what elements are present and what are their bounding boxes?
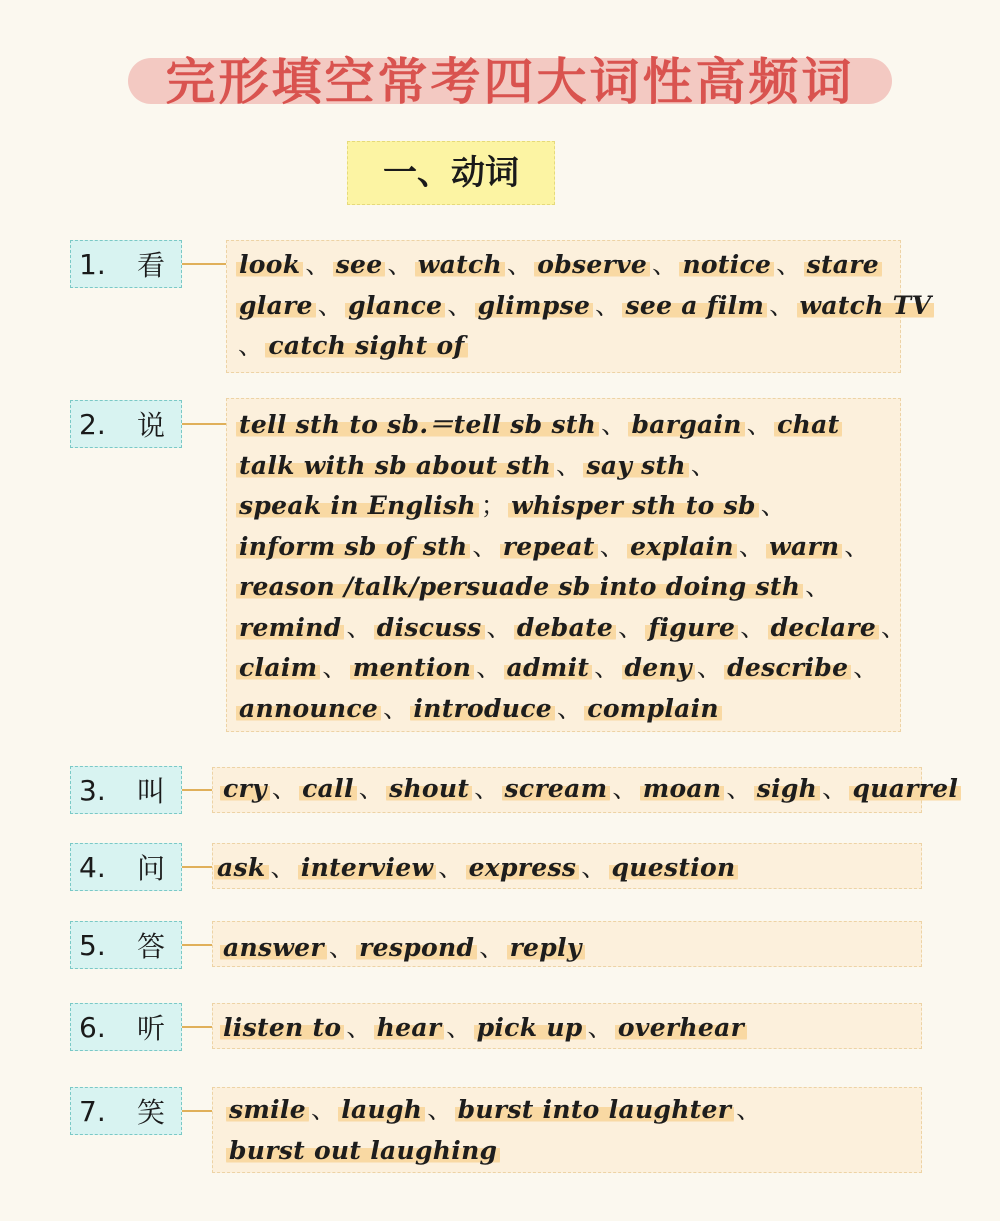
- separator: 、: [853, 653, 879, 682]
- entry-label: [70, 400, 182, 448]
- entry-category: 问: [137, 852, 166, 885]
- entry-category: 叫: [137, 775, 166, 808]
- vocab-word: reply: [507, 933, 585, 962]
- vocab-word: watch TV: [797, 291, 935, 320]
- separator: 、: [328, 933, 355, 962]
- separator: 、: [746, 410, 773, 439]
- word-list: [220, 928, 585, 969]
- entry-label: [70, 921, 182, 969]
- vocab-word: laugh: [338, 1095, 425, 1124]
- connector-line: [182, 263, 226, 265]
- word-line: [236, 567, 908, 608]
- separator: 、: [760, 491, 787, 520]
- vocab-word: express: [466, 853, 580, 882]
- vocab-word: look: [236, 250, 303, 279]
- vocab-word: listen to: [220, 1013, 344, 1042]
- separator: 、: [595, 290, 621, 320]
- vocab-word: stare: [804, 250, 882, 279]
- word-list: [236, 245, 934, 367]
- entry-number: 5.: [79, 928, 106, 962]
- separator: 、: [776, 250, 802, 279]
- word-line: [236, 245, 934, 286]
- word-list: [236, 405, 908, 729]
- word-list: [226, 1090, 764, 1171]
- separator: 、: [822, 774, 848, 803]
- word-line: [236, 486, 908, 527]
- vocab-word: talk with sb about sth: [236, 451, 554, 480]
- entry-category: 听: [137, 1012, 166, 1045]
- vocab-word: warn: [766, 532, 842, 561]
- vocab-word: reason /talk/persuade sb into doing sth: [236, 572, 803, 601]
- separator: 、: [805, 572, 831, 601]
- entry-label: [70, 240, 182, 288]
- connector-line: [182, 1026, 212, 1028]
- entry-category: 笑: [137, 1096, 166, 1129]
- separator: 、: [476, 653, 502, 682]
- separator: 、: [346, 612, 372, 642]
- vocab-word: chat: [774, 410, 842, 439]
- separator: 、: [599, 531, 626, 561]
- vocab-word: see: [333, 250, 386, 279]
- separator: 、: [844, 531, 870, 561]
- section-heading: 一、动词: [347, 141, 555, 205]
- word-line: [236, 608, 908, 649]
- vocab-word: deny: [622, 653, 695, 682]
- vocab-word: introduce: [410, 694, 555, 723]
- entry-number: 4.: [79, 850, 106, 884]
- separator: 、: [769, 290, 795, 320]
- vocab-word: moan: [640, 774, 725, 803]
- vocab-word: answer: [220, 933, 327, 962]
- vocab-word: cry: [220, 774, 270, 803]
- separator: 、: [474, 774, 500, 803]
- separator: 、: [310, 1095, 337, 1124]
- vocab-word: explain: [627, 532, 737, 561]
- word-line: [236, 689, 908, 730]
- vocab-word: smile: [226, 1095, 309, 1124]
- vocab-word: glimpse: [475, 291, 594, 320]
- vocab-word: see a film: [622, 291, 767, 320]
- vocab-word: burst out laughing: [226, 1136, 500, 1165]
- entry-label: [70, 843, 182, 891]
- separator: 、: [486, 612, 512, 642]
- vocab-word: glare: [236, 291, 316, 320]
- vocab-word: admit: [504, 653, 593, 682]
- separator: 、: [317, 290, 344, 320]
- entry-category: 答: [137, 930, 166, 963]
- separator: 、: [427, 1095, 453, 1124]
- separator: 、: [322, 653, 348, 682]
- separator: 、: [612, 774, 638, 803]
- separator: 、: [736, 1095, 762, 1124]
- vocab-word: overhear: [615, 1013, 747, 1042]
- separator: 、: [690, 450, 717, 480]
- separator: 、: [383, 693, 409, 723]
- separator: 、: [738, 531, 765, 561]
- vocab-word: notice: [679, 250, 774, 279]
- vocab-word: claim: [236, 653, 320, 682]
- separator: 、: [270, 853, 296, 882]
- separator: 、: [740, 612, 766, 642]
- vocab-word: quarrel: [849, 774, 961, 803]
- entry-number: 7.: [79, 1094, 106, 1128]
- vocab-word: repeat: [500, 532, 598, 561]
- separator: 、: [387, 250, 413, 279]
- vocab-word: remind: [236, 613, 344, 642]
- connector-line: [182, 423, 226, 425]
- entry-category: 说: [137, 409, 166, 442]
- separator: 、: [652, 250, 678, 279]
- page-title-area: [120, 36, 900, 111]
- vocab-word: figure: [645, 613, 738, 642]
- separator: 、: [346, 1013, 372, 1042]
- word-line: [236, 326, 934, 367]
- vocab-word: burst into laughter: [455, 1095, 735, 1124]
- vocab-word: inform sb of sth: [236, 532, 470, 561]
- vocab-word: shout: [386, 774, 472, 803]
- separator: 、: [881, 612, 907, 642]
- separator: 、: [447, 290, 473, 320]
- vocab-word: ask: [214, 853, 269, 882]
- vocab-word: announce: [236, 694, 381, 723]
- connector-line: [182, 789, 212, 791]
- vocab-word: hear: [374, 1013, 445, 1042]
- vocab-word: glance: [345, 291, 445, 320]
- separator: 、: [446, 1013, 472, 1042]
- vocab-word: declare: [768, 613, 879, 642]
- word-line: [236, 527, 908, 568]
- entry-label: [70, 1003, 182, 1051]
- separator: 、: [479, 933, 505, 962]
- entry-number: 6.: [79, 1010, 106, 1044]
- vocab-word: mention: [350, 653, 475, 682]
- vocab-word: speak in English: [236, 491, 479, 520]
- vocab-word: describe: [724, 653, 851, 682]
- entry-number: 2.: [79, 407, 106, 441]
- word-line: [214, 848, 738, 889]
- word-line: [226, 1131, 764, 1172]
- connector-line: [182, 866, 212, 868]
- word-list: [220, 1008, 747, 1049]
- separator: 、: [601, 410, 627, 439]
- vocab-word: bargain: [628, 410, 744, 439]
- word-line: [220, 1008, 747, 1049]
- separator: 、: [506, 250, 533, 279]
- word-line: [236, 648, 908, 689]
- separator: 、: [472, 531, 498, 561]
- entry-label: [70, 1087, 182, 1135]
- vocab-word: question: [609, 853, 739, 882]
- connector-line: [182, 1110, 212, 1112]
- word-line: [220, 769, 961, 810]
- separator: 、: [438, 853, 464, 882]
- vocab-word: pick up: [474, 1013, 586, 1042]
- word-line: [236, 286, 934, 327]
- separator: 、: [556, 693, 583, 723]
- vocab-word: interview: [298, 853, 436, 882]
- word-line: [226, 1090, 764, 1131]
- page-title: 完形填空常考四大词性高频词: [165, 53, 855, 111]
- vocab-word: catch sight of: [265, 331, 467, 360]
- connector-line: [182, 944, 212, 946]
- entry-category: 看: [137, 249, 166, 282]
- vocab-word: scream: [502, 774, 611, 803]
- separator: 、: [556, 450, 582, 480]
- word-line: [236, 405, 908, 446]
- separator: 、: [358, 774, 385, 803]
- separator: 、: [618, 612, 644, 642]
- entry-label: [70, 766, 182, 814]
- vocab-word: watch: [415, 250, 505, 279]
- vocab-word: debate: [514, 613, 616, 642]
- vocab-word: sigh: [754, 774, 820, 803]
- word-line: [236, 446, 908, 487]
- separator: 、: [581, 853, 607, 882]
- separator: 、: [726, 774, 752, 803]
- separator: 、: [587, 1013, 613, 1042]
- entry-number: 1.: [79, 247, 106, 281]
- vocab-word: say sth: [583, 451, 688, 480]
- separator: 、: [305, 250, 331, 279]
- vocab-word: call: [299, 774, 357, 803]
- entry-number: 3.: [79, 773, 106, 807]
- separator: 、: [271, 774, 298, 803]
- separator: ；: [480, 491, 507, 520]
- word-list: [220, 769, 961, 810]
- separator: 、: [594, 653, 620, 682]
- vocab-word: tell sth to sb.＝tell sb sth: [236, 410, 599, 439]
- separator: 、: [696, 653, 723, 682]
- vocab-word: discuss: [374, 613, 485, 642]
- vocab-word: whisper sth to sb: [508, 491, 759, 520]
- separator: 、: [238, 331, 264, 360]
- word-list: [214, 848, 738, 889]
- vocab-word: observe: [534, 250, 650, 279]
- vocab-word: respond: [356, 933, 477, 962]
- vocab-word: complain: [584, 694, 722, 723]
- word-line: [220, 928, 585, 969]
